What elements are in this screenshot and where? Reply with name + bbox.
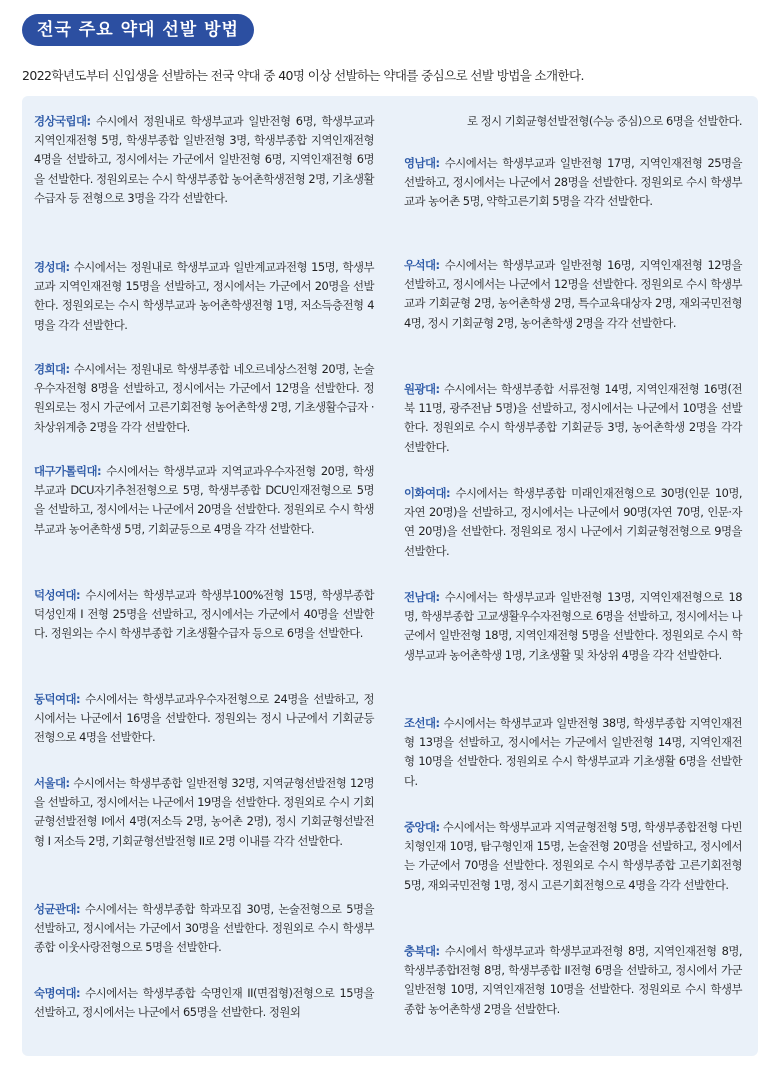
entry-daegu-catholic <box>34 462 374 539</box>
entry-text: 수시에서 정원내로 학생부교과 일반전형 6명, 학생부교과 지역인재전형 5명, 학생부종합 일반전형 3명, 학생부종합 지역인재전형 4명을 선발하고, 정시에서는 가군에서 일반전형 6명, 지역인재전형 6명을 선발한다. 정원외로는 수시 학생부종합 농어촌학생전형 2명, 기초생활수급자 등 전형으로 3명을 각각 선발한다. <box>34 114 374 205</box>
university-name: 숙명여대: <box>34 986 81 1000</box>
university-name: 충북대: <box>404 944 440 958</box>
entry-text: 수시에서 학생부교과 학생부교과전형 8명, 지역인재전형 8명, 학생부종합I전형 8명, 학생부종합 II전형 6명을 선발하고, 정시에서 가군 일반전형 10명, 지역인재전형 10명을 선발한다. 정원외로 수시 학생부종합 농어촌학생 2명을 선발한다. <box>404 944 743 1016</box>
entry-dongduk <box>34 690 374 748</box>
entry-text: 수시에서는 학생부교과 일반전형 38명, 학생부종합 지역인재전형 13명을 선발하고, 정시에서는 가군에서 일반전형 14명, 지역인재전형 10명을 선발한다. 정원외로 수시 학생부교과 기초생활 6명을 선발한다. <box>404 716 742 788</box>
entry-text: 수시에서는 학생부종합 서류전형 14명, 지역인재전형 16명(전북 11명, 광주전남 5명)을 선발하고, 정시에서는 나군에서 10명을 선발한다. 정원외로 수시 학생부종합 기회균등 3명, 농어촌학생 2명을 각각 선발한다. <box>404 382 742 454</box>
entry-woosuk <box>404 256 742 333</box>
entry-text: 수시에서는 학생부교과 일반전형 16명, 지역인재전형 12명을 선발하고, 정시에서는 나군에서 12명을 선발한다. 정원외로 수시 학생부교과 기회균형 2명, 농어촌학생 2명, 특수교육대상자 2명, 재외국민전형 4명, 정시 기회균형 2명, 농어촌학생 2명을 각각 선발한다. <box>404 258 742 330</box>
entry-chungang <box>404 818 742 895</box>
entry-text: 수시에서는 학생부교과우수자전형으로 24명을 선발하고, 정시에서는 나군에서 16명을 선발한다. 정원외는 정시 나군에서 기회균등전형으로 4명을 선발한다. <box>34 692 374 745</box>
entry-duksung <box>34 586 374 644</box>
entry-wonkwang <box>404 380 742 457</box>
entry-yeungnam <box>404 154 742 212</box>
section-title: 전국 주요 약대 선발 방법 <box>22 14 254 46</box>
entry-text: 수시에서는 학생부교과 일반전형 17명, 지역인재전형 25명을 선발하고, 정시에서는 나군에서 28명을 선발한다. 정원외로 수시 학생부교과 농어촌 5명, 약학고른기회 5명을 각각 선발한다. <box>404 156 742 209</box>
university-name: 경성대: <box>34 260 70 274</box>
entry-sungkyunkwan <box>34 900 374 958</box>
entry-kyungsung <box>34 258 374 335</box>
entry-text: 수시에서는 정원내로 학생부종합 네오르네상스전형 20명, 논술우수자전형 8명을 선발하고, 정시에서는 가군에서 12명을 선발한다. 정원외로는 정시 가군에서 고른기회전형 농어촌학생 2명, 기초생활수급자 · 차상위계층 2명을 각각 선발한다. <box>34 362 374 434</box>
entry-text: 수시에서는 학생부종합 숙명인재 II(면접형)전형으로 15명을 선발하고, 정시에서는 나군에서 65명을 선발한다. 정원외 <box>34 986 374 1020</box>
entry-text: 수시에서는 학생부종합 학과모집 30명, 논술전형으로 5명을 선발하고, 정시에서는 가군에서 30명을 선발한다. 정원외로 수시 학생부종합 이웃사랑전형으로 5명을 선발한다. <box>34 902 375 955</box>
university-name: 동덕여대: <box>34 692 81 706</box>
entry-text: 수시에서는 학생부종합 일반전형 32명, 지역균형선발전형 12명을 선발하고, 정시에서는 나군에서 19명을 선발한다. 정원외로 수시 기회균형선발전형 I에서 4명(저소득 2명, 농어촌 2명), 정시 기회균형선발전형 I 저소득 2명, 기회균형선발전형 II로 2명 이내를 각각 선발한다. <box>34 776 375 848</box>
university-name: 영남대: <box>404 156 440 170</box>
content-panel <box>22 96 758 1056</box>
university-name: 대구가톨릭대: <box>34 464 102 478</box>
entry-text: 수시에서는 학생부교과 지역교과우수자전형 20명, 학생부교과 DCU자기추천전형으로 5명, 학생부종합 DCU인재전형으로 5명을 선발하고, 정시에서는 나군에서 20명을 선발한다. 정원외로 수시 학생부교과 농어촌학생 5명, 기회균등으로 4명을 각각 선발한다. <box>34 464 374 536</box>
university-name: 덕성여대: <box>34 588 81 602</box>
entry-text: 수시에서는 학생부종합 미래인재전형으로 30명(인문 10명, 자연 20명)을 선발하고, 정시에서는 나군에서 90명(자연 70명, 인문·자연 20명)을 선발한다. 정원외로 정시 나군에서 기회균형전형으로 9명을 선발한다. <box>404 486 742 558</box>
entry-seoul <box>34 774 374 851</box>
entry-text: 수시에서는 정원내로 학생부교과 일반계교과전형 15명, 학생부교과 지역인재전형 15명을 선발하고, 정시에서는 가군에서 20명을 선발한다. 정원외로는 수시 학생부교과 농어촌학생전형 1명, 저소득층전형 4명을 각각 선발한다. <box>34 260 374 332</box>
entry-sookmyung-continued: 로 정시 기회균형선발전형(수능 중심)으로 6명을 선발한다. <box>467 114 742 128</box>
university-name: 전남대: <box>404 590 440 604</box>
university-name: 중앙대: <box>404 820 440 834</box>
entry-ewha <box>404 484 742 561</box>
entry-text: 수시에서는 학생부교과 일반전형 13명, 지역인재전형으로 18명, 학생부종합 고교생활우수자전형으로 6명을 선발하고, 정시에서는 나군에서 일반전형 18명, 지역인재전형 5명을 선발한다. 정원외로 수시 학생부교과 농어촌학생 1명, 기초생활 및 차상위 4명을 각각 선발한다. <box>404 590 742 662</box>
university-name: 원광대: <box>404 382 440 396</box>
intro-text: 2022학년도부터 신입생을 선발하는 전국 약대 중 40명 이상 선발하는 약대를 중심으로 선발 방법을 소개한다. <box>22 68 584 83</box>
entry-gyeongsang <box>34 112 374 208</box>
university-name: 경희대: <box>34 362 70 376</box>
entry-text: 수시에서는 학생부교과 학생부100%전형 15명, 학생부종합 덕성인재 I 전형 25명을 선발하고, 정시에서는 가군에서 40명을 선발한다. 정원외는 수시 학생부종합 기초생활수급자 등으로 6명을 선발한다. <box>34 588 374 641</box>
entry-text: 수시에서는 학생부교과 지역균형전형 5명, 학생부종합전형 다빈치형인재 10명, 탐구형인재 15명, 논술전형 20명을 선발하고, 정시에서는 가군에서 70명을 선발한다. 정원외로 수시 학생부종합 고른기회전형 5명, 재외국민전형 1명, 정시 고른기회전형으로 4명을 각각 선발한다. <box>404 820 743 892</box>
entry-chungbuk <box>404 942 742 1019</box>
university-name: 성균관대: <box>34 902 81 916</box>
entry-sookmyung <box>34 984 374 1022</box>
university-name: 서울대: <box>34 776 70 790</box>
university-name: 경상국립대: <box>34 114 91 128</box>
university-name: 이화여대: <box>404 486 451 500</box>
university-name: 조선대: <box>404 716 440 730</box>
university-name: 우석대: <box>404 258 440 272</box>
entry-chosun <box>404 714 742 791</box>
entry-chonnam <box>404 588 742 665</box>
entry-kyunghee <box>34 360 374 437</box>
